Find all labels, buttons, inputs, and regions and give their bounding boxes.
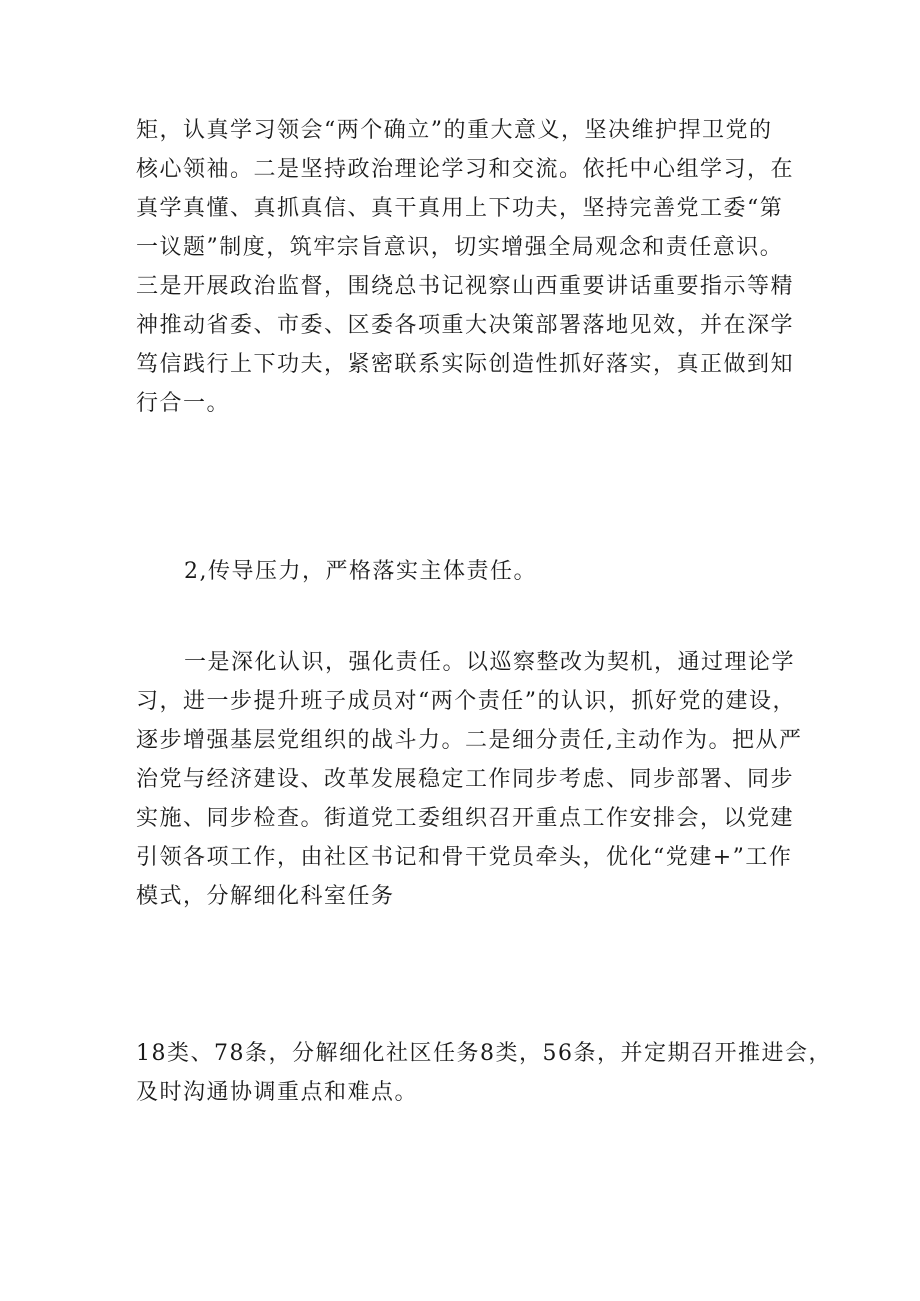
text-line: 治党与经济建设、改革发展稳定工作同步考虑、同步部署、同步 [136, 767, 795, 792]
text-line: 及时沟通协调重点和难点。 [136, 1080, 419, 1105]
text-line: 神推动省委、市委、区委各项重大决策部署落地见效，并在深学 [136, 313, 795, 338]
paragraph-responsibility [136, 643, 803, 916]
text-line: 真学真懂、真抓真信、真干真用上下功夫，坚持完善党工委“第 [136, 196, 784, 221]
paragraph-task-counts [136, 1034, 832, 1112]
text-line: 逐步增强基层党组织的战斗力。二是细分责任,主动作为。把从严 [136, 728, 803, 753]
text-line: 三是开展政治监督，围绕总书记视察山西重要讲话重要指示等精 [136, 274, 795, 299]
text-line: 行合一。 [136, 391, 231, 416]
text-line: 笃信践行上下功夫，紧密联系实际创造性抓好落实，真正做到知 [136, 352, 795, 377]
text-line: 矩，认真学习领会“两个确立”的重大意义，坚决维护捍卫党的 [136, 118, 773, 143]
text-line: 引领各项工作，由社区书记和骨干党员牵头，优化“党建+”工作 [136, 845, 793, 870]
text-line: 18类、78条，分解细化社区任务8类，56条，并定期召开推进会， [136, 1041, 832, 1066]
text-line: 实施、同步检查。街道党工委组织召开重点工作安排会，以党建 [136, 806, 795, 831]
paragraph-political-study [136, 111, 796, 423]
section-heading-text: 2,传导压力，严格落实主体责任。 [184, 559, 537, 584]
text-line: 一是深化认识，强化责任。以巡察整改为契机，通过理论学 [184, 650, 796, 675]
text-line: 模式，分解细化科室任务 [136, 884, 395, 909]
text-line: 一议题”制度，筑牢宗旨意识，切实增强全局观念和责任意识。 [136, 235, 784, 260]
section-heading [136, 552, 796, 591]
text-line: 习，进一步提升班子成员对“两个责任”的认识，抓好党的建设， [136, 689, 796, 714]
text-line: 核心领袖。二是坚持政治理论学习和交流。依托中心组学习，在 [136, 157, 795, 182]
